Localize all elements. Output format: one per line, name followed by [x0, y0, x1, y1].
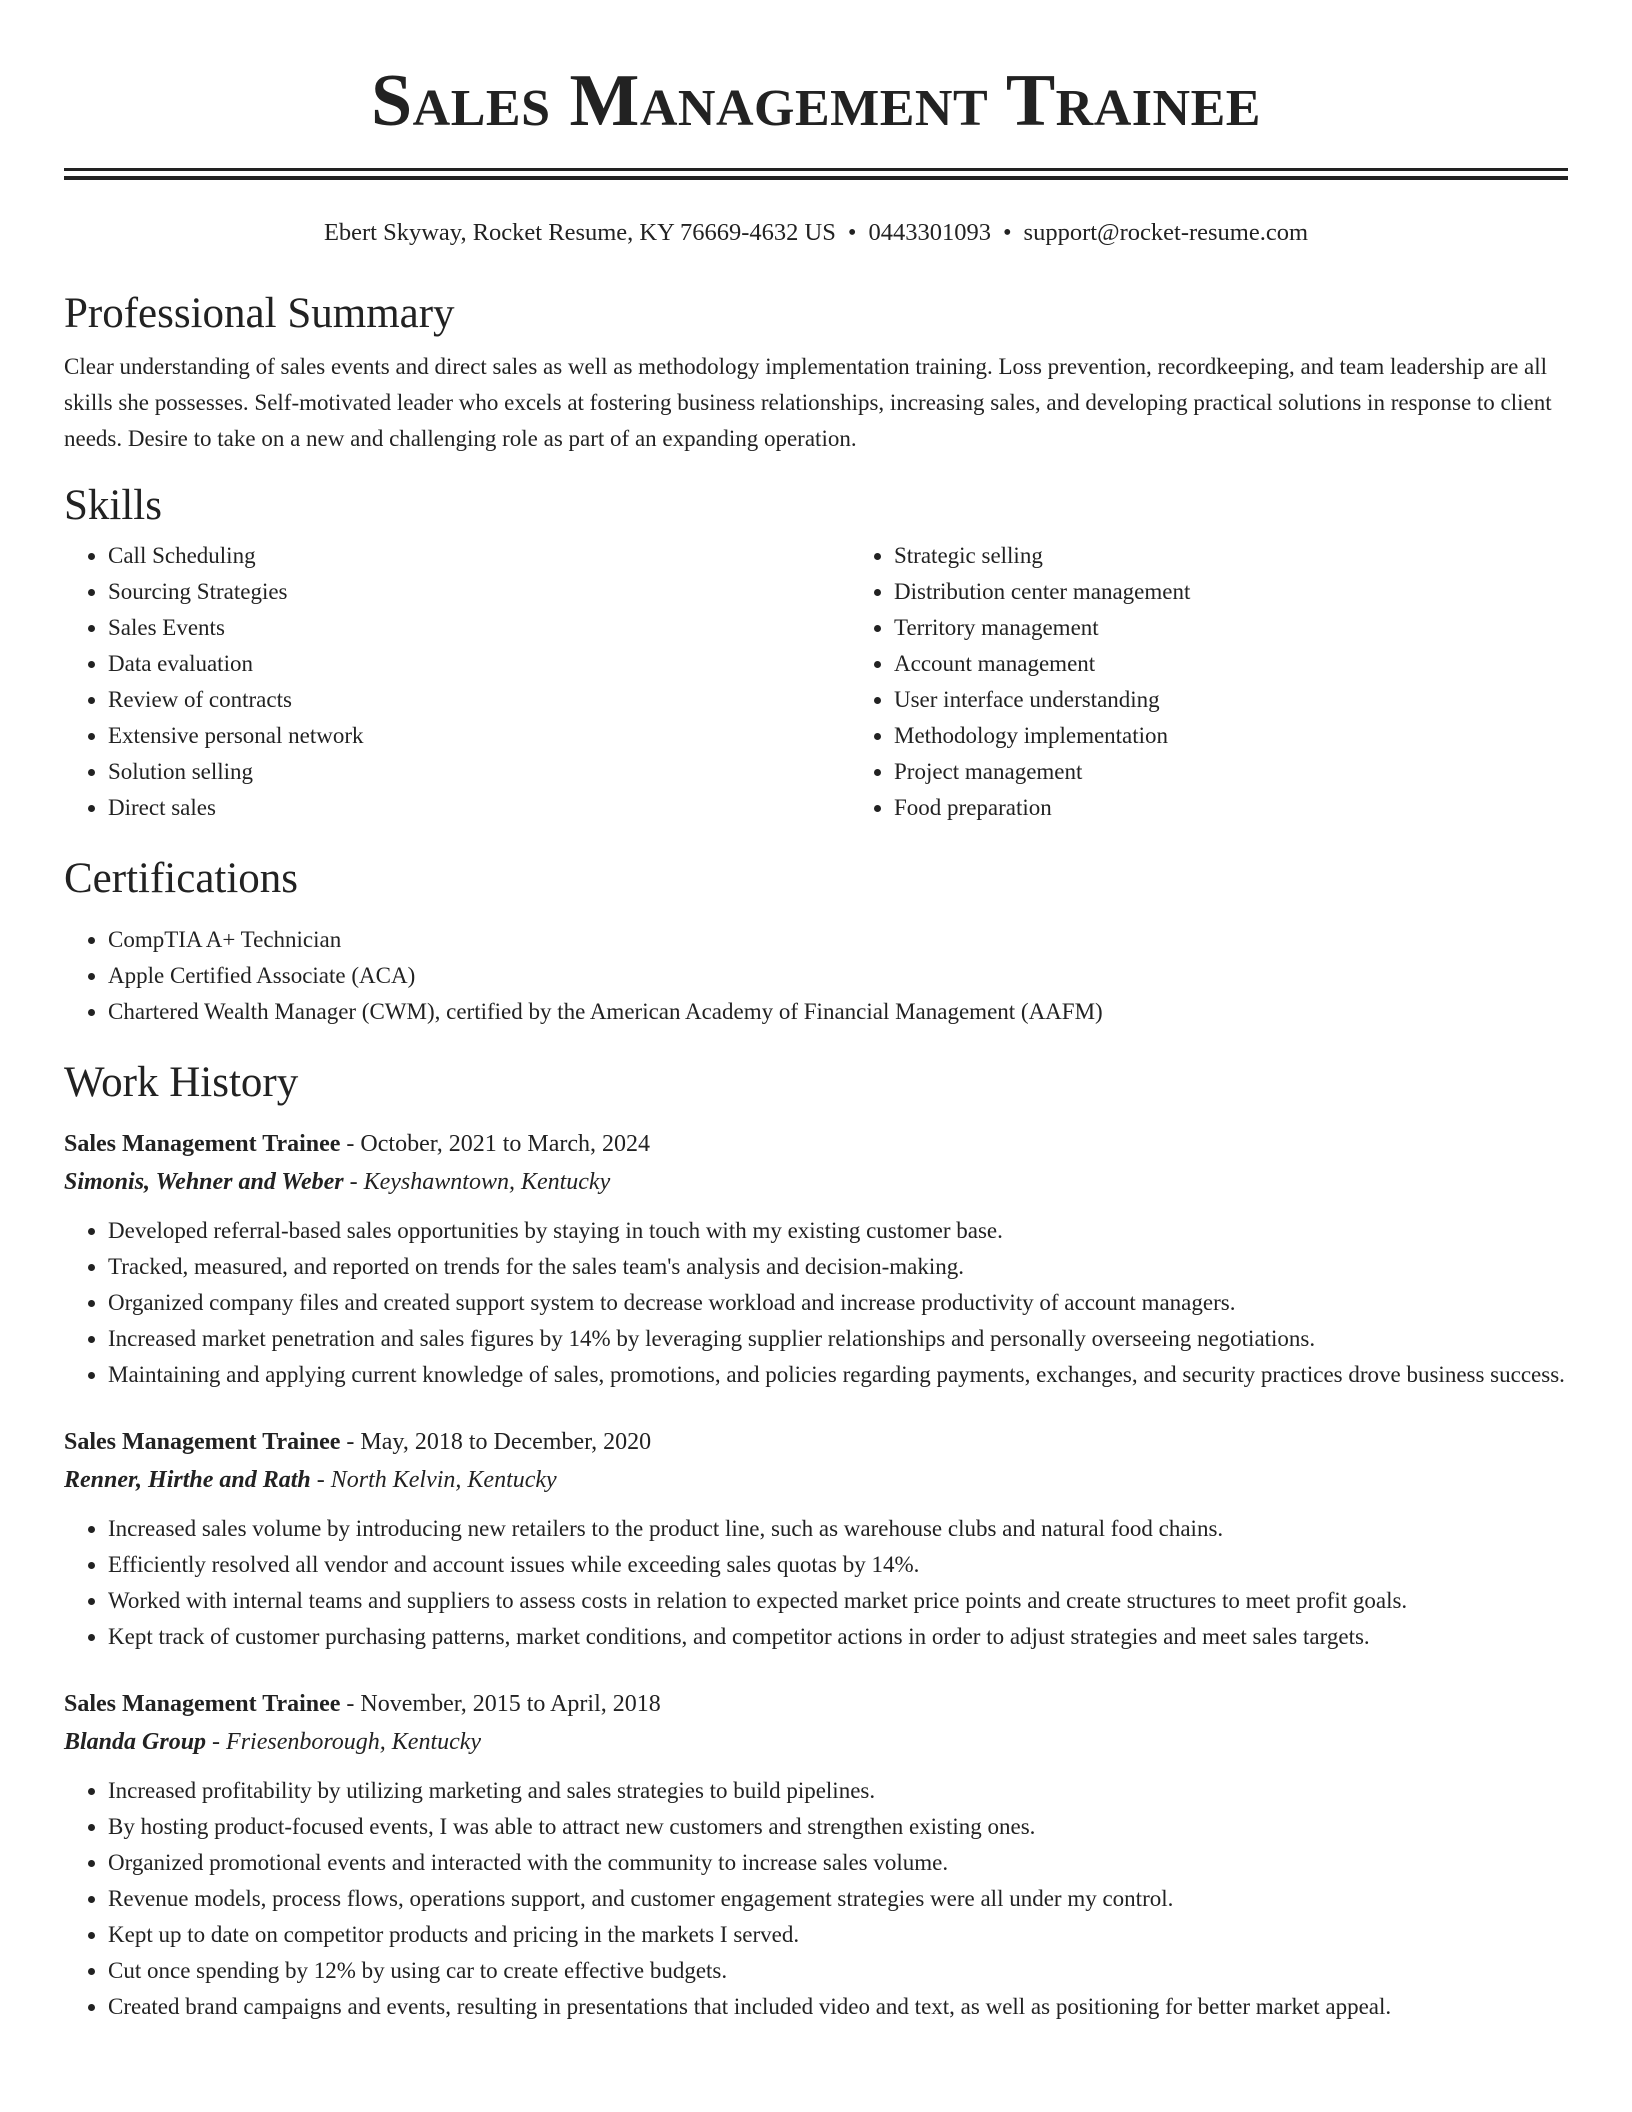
job-dates: - October, 2021 to March, 2024 [340, 1131, 651, 1158]
divider-line-bottom [64, 176, 1568, 180]
skills-list-right [850, 538, 1190, 826]
skill-item: • Data evaluation [108, 646, 850, 682]
skill-item: • Sourcing Strategies [108, 574, 850, 610]
job-bullets [64, 1773, 1568, 2025]
skill-item: • Extensive personal network [108, 718, 850, 754]
skill-item: • Sales Events [108, 610, 850, 646]
skill-item: • Review of contracts [108, 682, 850, 718]
skill-item: • Strategic selling [894, 538, 1190, 574]
job-title: Sales Management Trainee [64, 1429, 341, 1456]
job-bullet: • Increased market penetration and sales figures by 14% by leveraging supplier relationships and personally overseeing negotiations. [108, 1321, 1568, 1357]
job-bullet: • Revenue models, process flows, operations support, and customer engagement strategies were all under my control. [108, 1881, 1568, 1917]
job-company: Renner, Hirthe and Rath [64, 1467, 311, 1494]
skills-list-left [64, 538, 850, 826]
job-bullet: • By hosting product-focused events, I was able to attract new customers and strengthen existing ones. [108, 1809, 1568, 1845]
job-bullet: • Created brand campaigns and events, resulting in presentations that included video and text, as well as positioning for better market appeal. [108, 1989, 1568, 2025]
skill-item: • Distribution center management [894, 574, 1190, 610]
skills-columns [64, 538, 1568, 826]
skill-item: • Methodology implementation [894, 718, 1190, 754]
summary-section [64, 289, 1568, 456]
skills-section [64, 481, 1568, 826]
job-company-line [64, 1461, 1568, 1499]
job-bullets [64, 1511, 1568, 1655]
skill-item: • User interface understanding [894, 682, 1190, 718]
job-title: Sales Management Trainee [64, 1691, 341, 1718]
job-company: Simonis, Wehner and Weber [64, 1169, 344, 1196]
contact-email: support@rocket-resume.com [1023, 219, 1309, 246]
skill-item: • Project management [894, 754, 1190, 790]
certifications-section [64, 854, 1568, 1029]
job-bullet: • Kept up to date on competitor products and pricing in the markets I served. [108, 1917, 1568, 1953]
certification-item: • Chartered Wealth Manager (CWM), certified by the American Academy of Financial Management (AAFM) [108, 994, 1568, 1030]
job-bullet: • Organized company files and created support system to decrease workload and increase productivity of account managers. [108, 1285, 1568, 1321]
certification-item: • CompTIA A+ Technician [108, 922, 1568, 958]
work-history-heading: Work History [64, 1058, 299, 1106]
job-location: - Keyshawntown, Kentucky [343, 1169, 611, 1196]
job-entry [64, 1423, 1568, 1655]
contact-separator: • [1002, 219, 1012, 246]
job-bullet: • Worked with internal teams and suppliers to assess costs in relation to expected market price points and create structures to meet profit goals. [108, 1583, 1568, 1619]
job-bullet: • Developed referral-based sales opportunities by staying in touch with my existing customer base. [108, 1213, 1568, 1249]
job-entry [64, 1125, 1568, 1393]
job-location: - North Kelvin, Kentucky [310, 1467, 557, 1494]
summary-text: Clear understanding of sales events and direct sales as well as methodology implementation training. Loss prevention, recordkeeping, and team leadership are all skills she possesses. Self-motivated leader who excels at fostering business relationships, increasing sales, and developing practical solutions in response to client needs. Desire to take on a new and challenging role as part of an expanding operation. [64, 353, 1552, 451]
certifications-heading: Certifications [64, 855, 299, 903]
job-bullet: • Increased profitability by utilizing marketing and sales strategies to build pipelines. [108, 1773, 1568, 1809]
skill-item: • Food preparation [894, 790, 1190, 826]
job-bullet: • Kept track of customer purchasing patterns, market conditions, and competitor actions in order to adjust strategies and meet sales targets. [108, 1619, 1568, 1655]
job-company: Blanda Group [64, 1729, 207, 1756]
skill-item: • Solution selling [108, 754, 850, 790]
skill-item: • Territory management [894, 610, 1190, 646]
skill-item: • Account management [894, 646, 1190, 682]
job-dates: - November, 2015 to April, 2018 [340, 1691, 661, 1718]
job-entry [64, 1685, 1568, 2025]
job-title-line [64, 1685, 1568, 1723]
job-title: Sales Management Trainee [64, 1131, 341, 1158]
job-bullet: • Organized promotional events and interacted with the community to increase sales volume. [108, 1845, 1568, 1881]
resume-title: Sales Management Trainee [371, 60, 1261, 142]
job-bullet: • Increased sales volume by introducing new retailers to the product line, such as warehouse clubs and natural food chains. [108, 1511, 1568, 1547]
job-location: - Friesenborough, Kentucky [206, 1729, 482, 1756]
divider-line-top [64, 168, 1568, 171]
job-bullet: • Maintaining and applying current knowledge of sales, promotions, and policies regarding payments, exchanges, and security practices drove business success. [108, 1357, 1568, 1393]
job-company-line [64, 1723, 1568, 1761]
job-bullets [64, 1213, 1568, 1393]
job-dates: - May, 2018 to December, 2020 [340, 1429, 652, 1456]
skills-heading: Skills [64, 481, 162, 529]
contact-address: Ebert Skyway, Rocket Resume, KY 76669-4632 US [323, 219, 836, 246]
job-title-line [64, 1423, 1568, 1461]
certifications-list [64, 922, 1568, 1030]
contact-phone: 0443301093 [868, 219, 991, 246]
title-divider [64, 168, 1568, 180]
contact-separator: • [847, 219, 857, 246]
job-company-line [64, 1163, 1568, 1201]
skill-item: • Direct sales [108, 790, 850, 826]
job-bullet: • Efficiently resolved all vendor and account issues while exceeding sales quotas by 14%. [108, 1547, 1568, 1583]
job-bullet: • Tracked, measured, and reported on trends for the sales team's analysis and decision-making. [108, 1249, 1568, 1285]
skill-item: • Call Scheduling [108, 538, 850, 574]
job-title-line [64, 1125, 1568, 1163]
summary-heading: Professional Summary [64, 290, 455, 338]
work-history-section [64, 1058, 1568, 2025]
certification-item: • Apple Certified Associate (ACA) [108, 958, 1568, 994]
contact-line [64, 218, 1568, 247]
job-bullet: • Cut once spending by 12% by using car to create effective budgets. [108, 1953, 1568, 1989]
